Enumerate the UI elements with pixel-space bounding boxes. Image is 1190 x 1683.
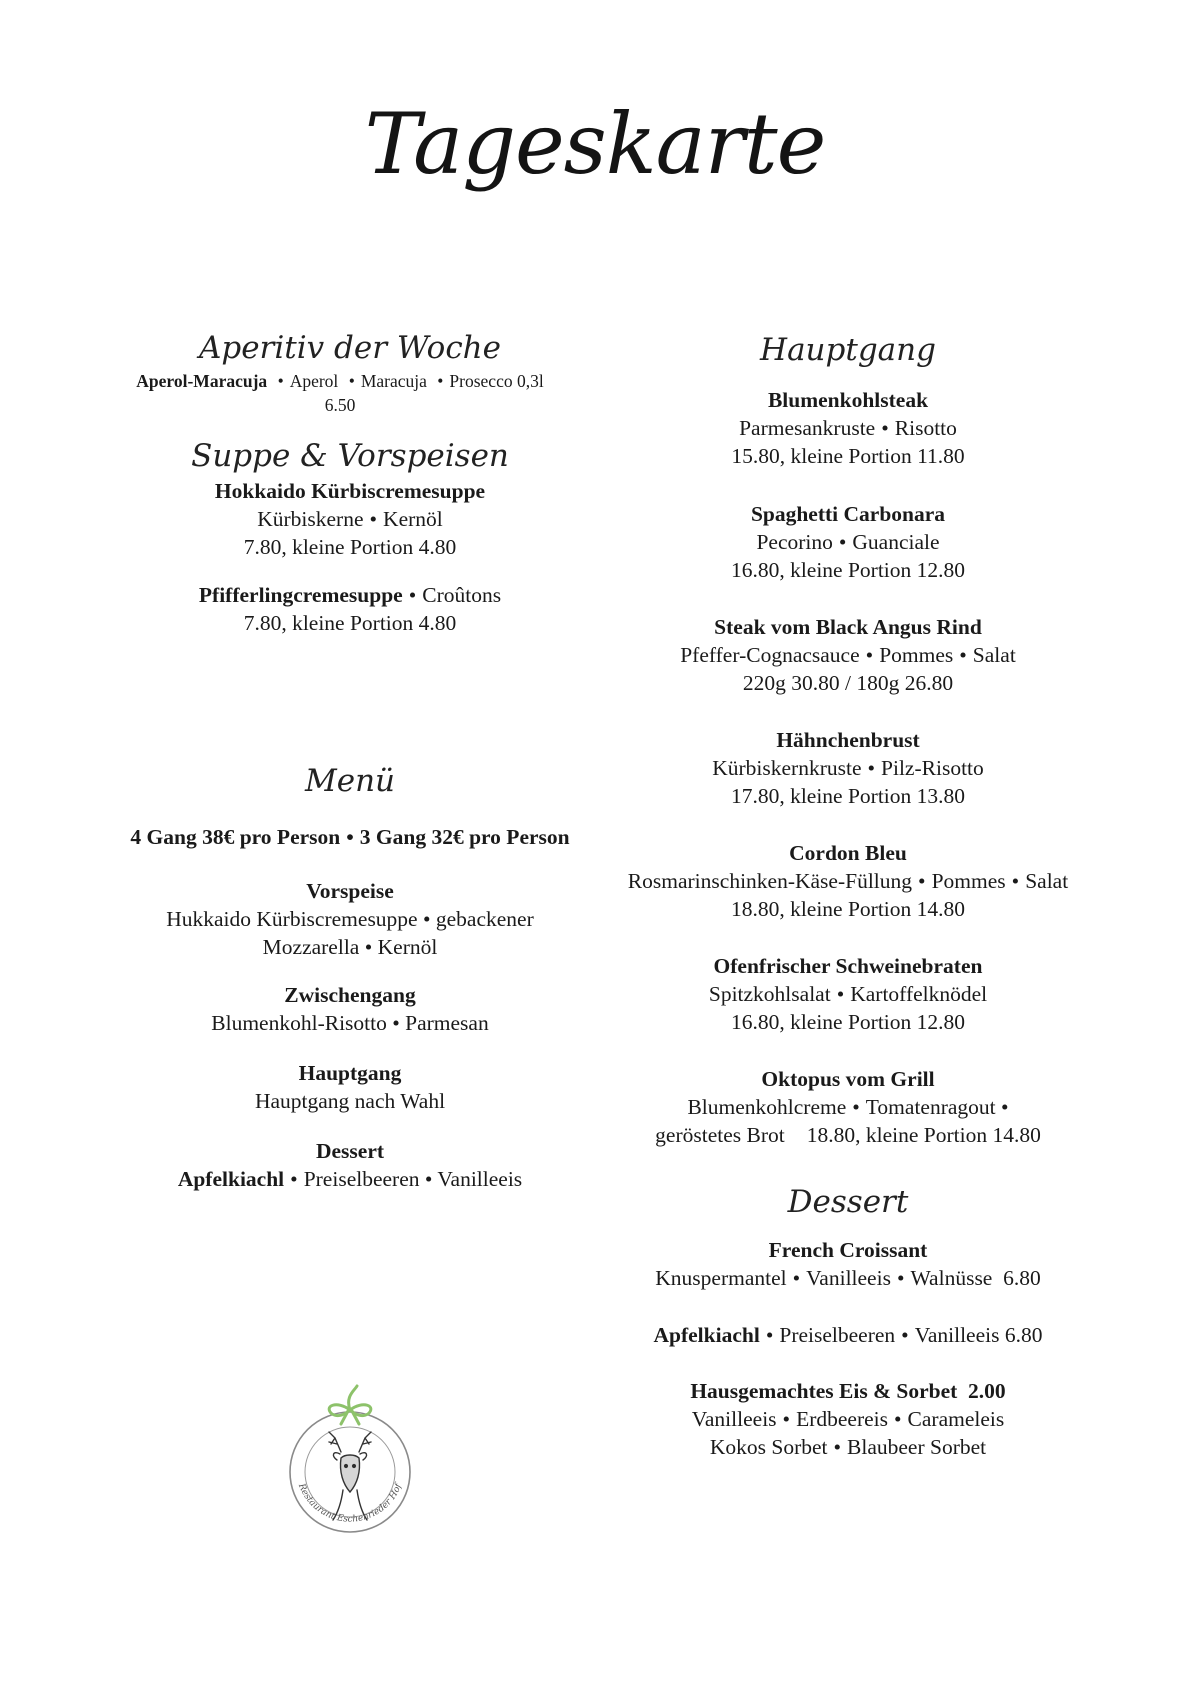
bullet: •: [782, 1407, 791, 1431]
item-detail: Knuspermantel: [655, 1266, 787, 1290]
item-name: Hokkaido Kürbiscremesuppe: [214, 479, 486, 503]
item-price: 6.80: [1003, 1266, 1041, 1290]
item-price: 18.80, kleine Portion 14.80: [730, 897, 966, 921]
course-name: Zwischengang: [284, 983, 416, 1007]
item-detail: Preiselbeeren: [779, 1323, 896, 1347]
bullet: •: [1011, 869, 1020, 893]
item-detail: Pommes: [931, 869, 1006, 893]
bullet: •: [838, 530, 847, 554]
menu-course: [90, 1059, 610, 1115]
bullet: •: [346, 825, 354, 849]
bullet: •: [881, 416, 889, 440]
item-detail: Erdbeereis: [796, 1407, 888, 1431]
soups-heading: Suppe & Vorspeisen: [191, 438, 509, 474]
item-price: 18.80, kleine Portion 14.80: [806, 1123, 1041, 1147]
main-item: [588, 1065, 1108, 1149]
main-item: [588, 613, 1108, 697]
course-line: Hauptgang nach Wahl: [254, 1089, 446, 1113]
course-line: Blumenkohl-Risotto • Parmesan: [211, 1011, 489, 1035]
item-name: French Croissant: [768, 1238, 928, 1262]
course-line: Mozzarella • Kernöl: [262, 935, 438, 959]
bullet: •: [867, 756, 876, 780]
course-line: Preiselbeeren • Vanilleeis: [303, 1167, 523, 1191]
page-title: Tageskarte: [364, 95, 826, 193]
mains-section: [588, 330, 1108, 370]
item-name: Ofenfrischer Schweinebraten: [713, 954, 983, 978]
dessert-item: [588, 1321, 1108, 1349]
item-name: Cordon Bleu: [789, 841, 907, 865]
aperitif-details: [80, 369, 600, 417]
item-detail: Kürbiskerne: [257, 507, 364, 531]
item-detail: Tomatenragout •: [865, 1095, 1009, 1119]
soup-item: [90, 477, 610, 561]
aperitif-detail: Prosecco 0,3l: [449, 371, 544, 391]
aperitif-section: [90, 328, 610, 368]
bullet: •: [369, 507, 378, 531]
bullet: •: [765, 1323, 774, 1347]
menu-heading: Menü: [304, 763, 396, 799]
item-detail: Blaubeer Sorbet: [847, 1435, 987, 1459]
item-detail: Pfeffer-Cognacsauce: [680, 643, 860, 667]
item-price: 15.80, kleine Portion 11.80: [731, 444, 965, 468]
item-price: 16.80, kleine Portion 12.80: [730, 558, 966, 582]
desserts-heading: Dessert: [787, 1184, 909, 1220]
bullet: •: [408, 583, 417, 607]
item-price: 7.80, kleine Portion 4.80: [243, 611, 457, 635]
dessert-item: [588, 1377, 1108, 1461]
menu-course: [90, 981, 610, 1037]
item-detail: Walnüsse: [910, 1266, 993, 1290]
item-detail: Rosmarinschinken-Käse-Füllung: [627, 869, 913, 893]
item-detail: Parmesankruste: [739, 416, 876, 440]
item-detail: Kürbiskernkruste: [712, 756, 862, 780]
main-item: [588, 726, 1108, 810]
item-price: 6.80: [1004, 1323, 1043, 1347]
item-detail: Vanilleeis: [691, 1407, 777, 1431]
dessert-item: [588, 1236, 1108, 1292]
item-price: 7.80, kleine Portion 4.80: [243, 535, 457, 559]
main-item: [588, 952, 1108, 1036]
item-detail: Salat: [972, 643, 1016, 667]
item-name: Oktopus vom Grill: [761, 1067, 935, 1091]
bullet: •: [792, 1266, 801, 1290]
course-name: Vorspeise: [306, 879, 394, 903]
main-item: [588, 500, 1108, 584]
bullet: •: [959, 643, 967, 667]
bow-icon: [329, 1386, 371, 1424]
item-detail: Pecorino: [756, 530, 833, 554]
menu-course: [90, 1137, 610, 1193]
item-detail: Spitzkohlsalat: [708, 982, 831, 1006]
item-detail: Carameleis: [907, 1407, 1005, 1431]
item-detail: geröstetes Brot: [655, 1123, 785, 1147]
item-name: Apfelkiachl: [653, 1323, 760, 1347]
item-detail: Vanilleeis: [806, 1266, 891, 1290]
bullet: •: [836, 982, 845, 1006]
course-line: Hukkaido Kürbiscremesuppe • gebackener: [166, 907, 534, 931]
item-name: Blumenkohlsteak: [767, 388, 929, 412]
bullet: •: [896, 1266, 905, 1290]
bullet: •: [290, 1167, 298, 1191]
item-detail: Croûtons: [422, 583, 502, 607]
course-name: Dessert: [315, 1139, 385, 1163]
item-detail: Pilz-Risotto: [881, 756, 984, 780]
main-item: [588, 386, 1108, 470]
bullet: •: [865, 643, 874, 667]
logo-text: Restaurant Eschenrieder Hof: [295, 1482, 404, 1525]
item-detail: Kernöl: [383, 507, 443, 531]
aperitif-heading: Aperitiv der Woche: [198, 330, 501, 366]
item-name: Pfifferlingcremesuppe: [198, 583, 403, 607]
bullet: •: [918, 869, 926, 893]
item-detail: Kartoffelknödel: [850, 982, 988, 1006]
item-name: Hähnchenbrust: [776, 728, 920, 752]
main-item: [588, 839, 1108, 923]
course-name: Hauptgang: [298, 1061, 402, 1085]
item-detail: Blumenkohlcreme: [687, 1095, 847, 1119]
bullet: •: [901, 1323, 909, 1347]
menu-offer-3: 3 Gang 32€ pro Person: [359, 825, 570, 849]
item-price: 2.00: [968, 1379, 1006, 1403]
restaurant-logo: [285, 1380, 415, 1540]
stag-head-icon: [329, 1432, 371, 1520]
menu-offer: [70, 823, 630, 851]
menu-offer-4: 4 Gang 38€ pro Person: [130, 825, 341, 849]
bullet: •: [833, 1435, 842, 1459]
item-detail: Pommes: [879, 643, 954, 667]
bullet: •: [437, 371, 444, 391]
item-detail: Kokos Sorbet: [709, 1435, 828, 1459]
item-detail: Risotto: [894, 416, 957, 440]
bullet: •: [894, 1407, 902, 1431]
bullet: •: [852, 1095, 860, 1119]
menu-section: [90, 761, 610, 801]
soup-item: [90, 581, 610, 637]
soups-section: [90, 436, 610, 476]
item-name: Spaghetti Carbonara: [750, 502, 946, 526]
bullet: •: [277, 371, 284, 391]
aperitif-detail: Maracuja: [360, 371, 427, 391]
item-price: 16.80, kleine Portion 12.80: [730, 1010, 966, 1034]
mains-heading: Hauptgang: [760, 332, 936, 368]
desserts-section: [588, 1182, 1108, 1222]
menu-course: [90, 877, 610, 961]
aperitif-name: Aperol-Maracuja: [136, 371, 268, 391]
item-detail: Salat: [1025, 869, 1069, 893]
course-lead: Apfelkiachl: [177, 1167, 285, 1191]
item-price: 17.80, kleine Portion 13.80: [730, 784, 966, 808]
item-name: Steak vom Black Angus Rind: [714, 615, 982, 639]
aperitif-price: 6.50: [324, 395, 356, 415]
item-detail: Guanciale: [852, 530, 940, 554]
item-detail: Vanilleeis: [914, 1323, 1000, 1347]
item-price: 220g 30.80 / 180g 26.80: [742, 671, 954, 695]
bullet: •: [348, 371, 355, 391]
aperitif-detail: Aperol: [289, 371, 339, 391]
item-name: Hausgemachtes Eis & Sorbet: [690, 1379, 958, 1403]
